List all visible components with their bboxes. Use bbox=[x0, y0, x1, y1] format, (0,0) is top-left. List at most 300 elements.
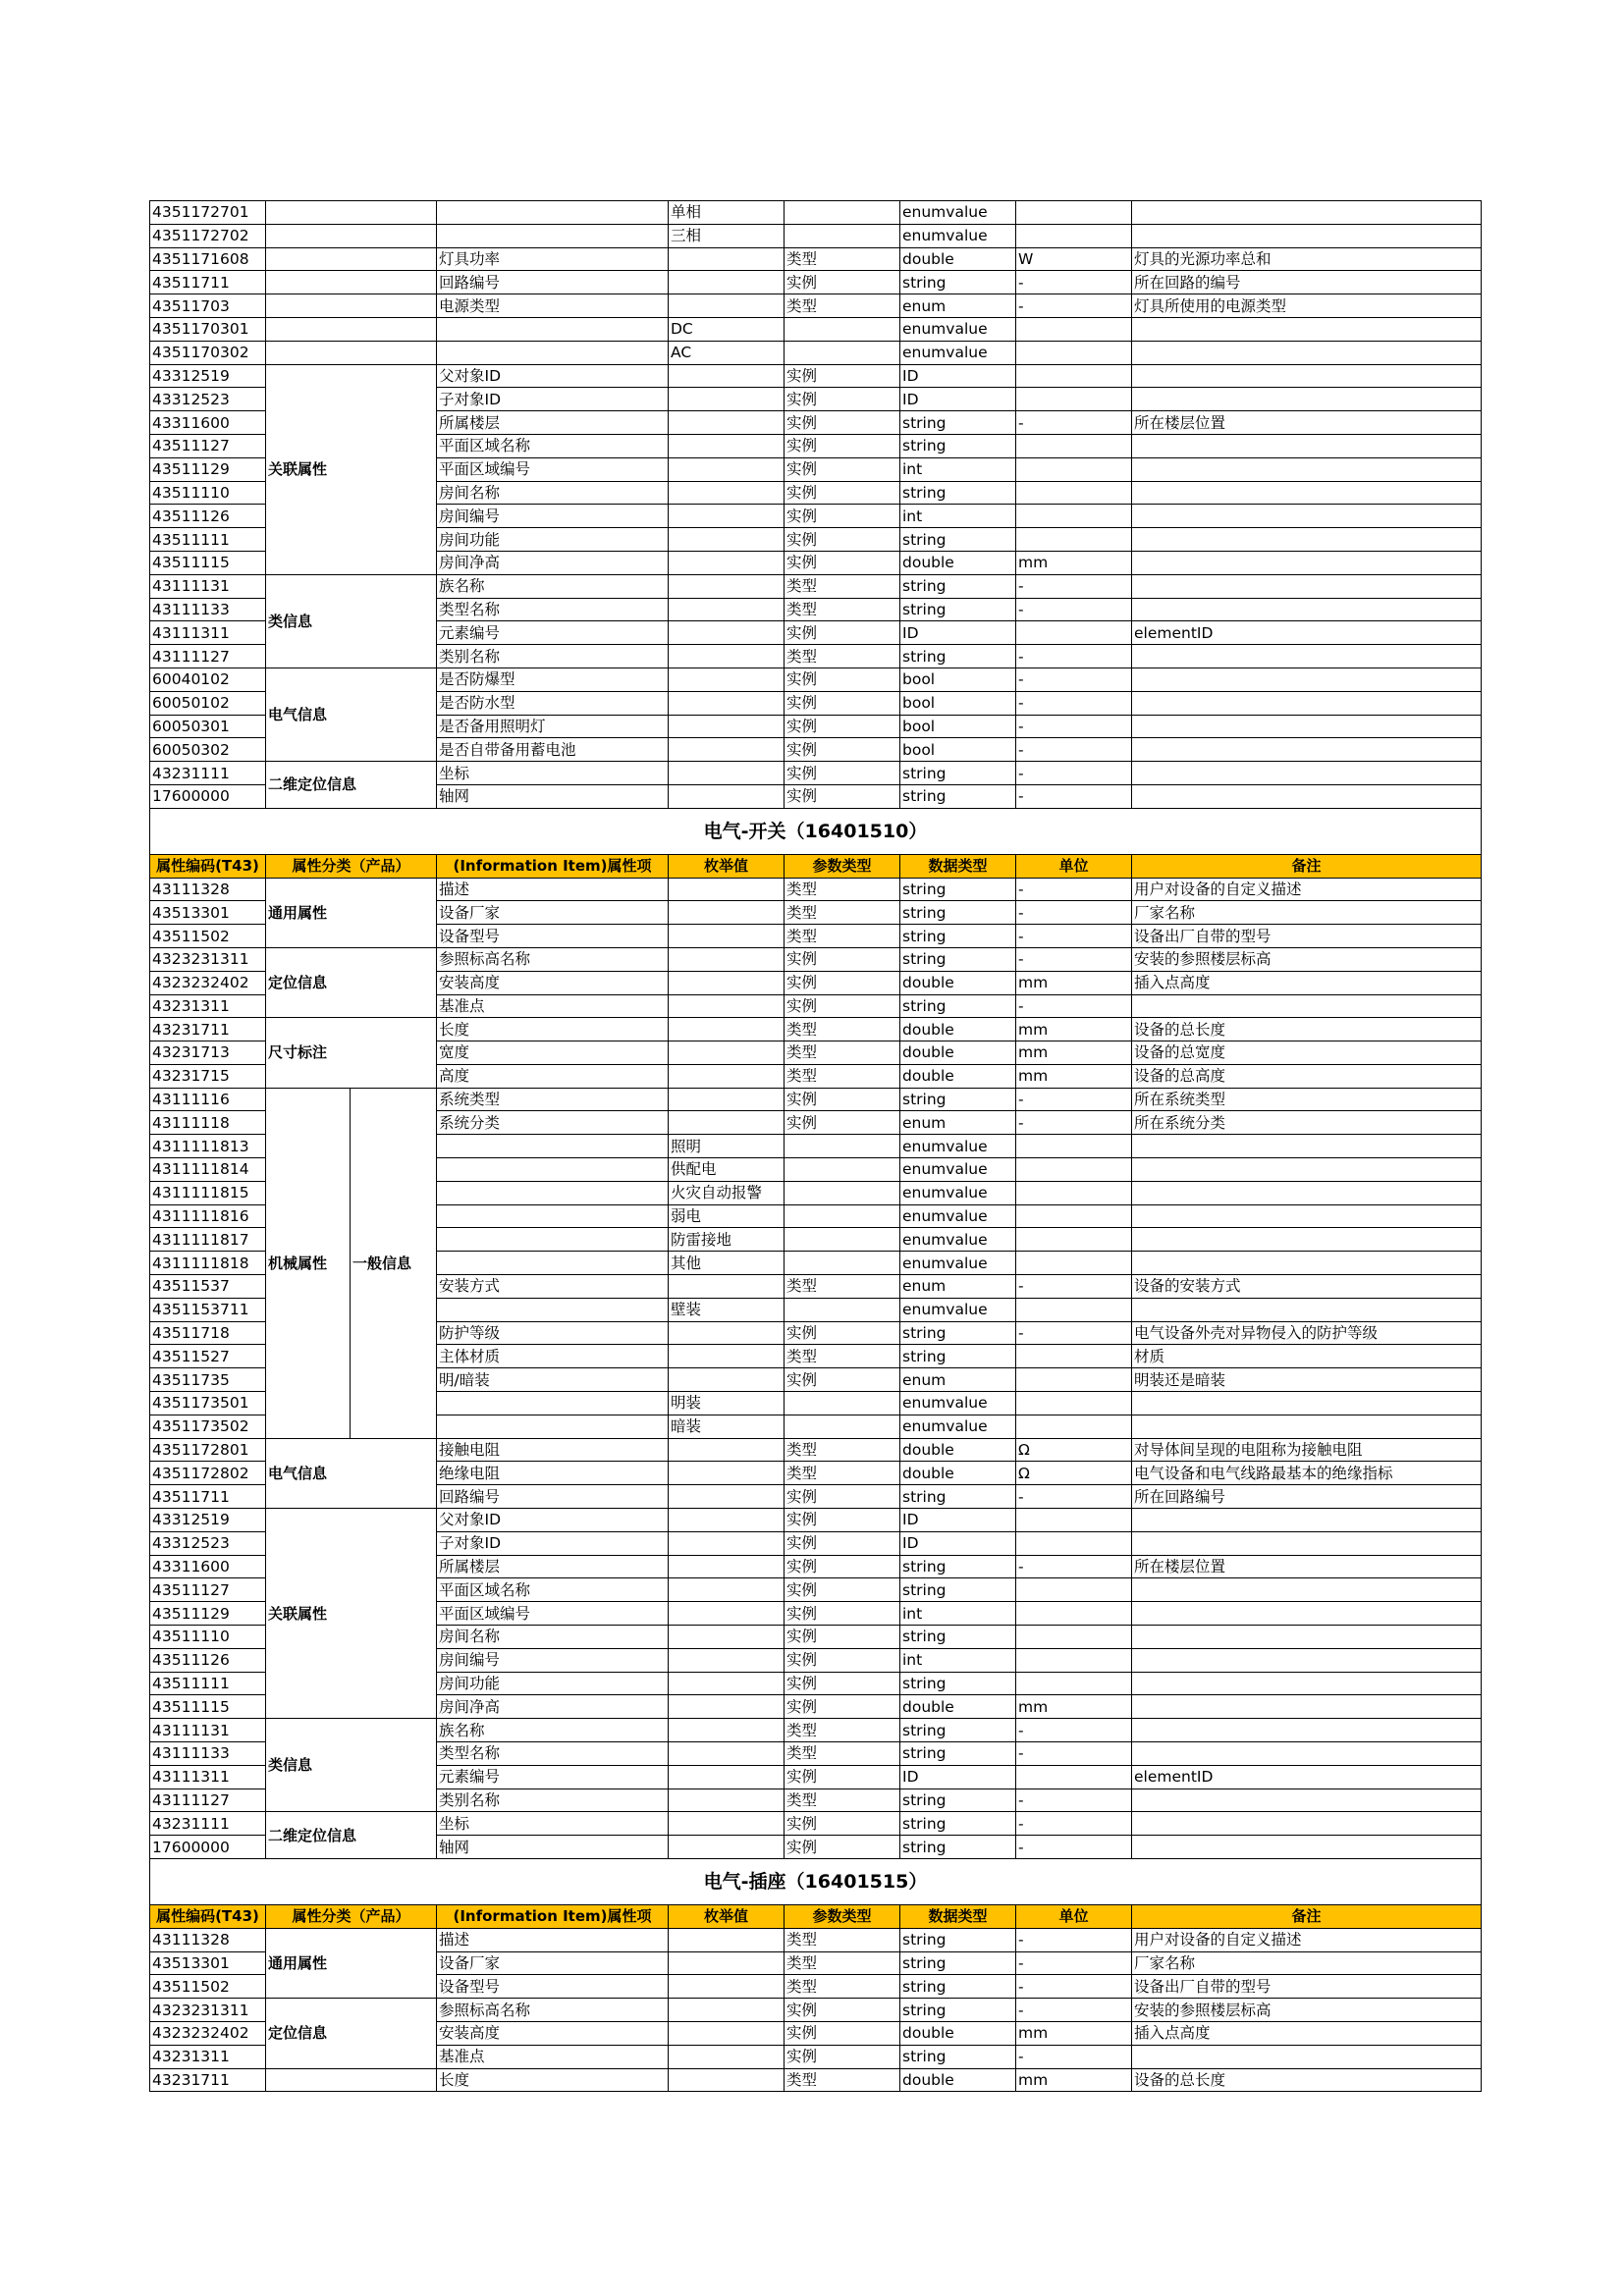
cell-dtype: string bbox=[900, 1555, 1016, 1578]
cell-ptype: 实例 bbox=[785, 1999, 900, 2022]
cell-ptype: 类型 bbox=[785, 901, 900, 925]
cell-dtype: enumvalue bbox=[900, 317, 1016, 341]
category-cell bbox=[266, 224, 437, 247]
cell-ptype: 类型 bbox=[785, 2068, 900, 2092]
cell-enum bbox=[669, 505, 785, 528]
cell-unit: mm bbox=[1016, 551, 1132, 574]
cell-unit bbox=[1016, 434, 1132, 457]
cell-unit: - bbox=[1016, 1789, 1132, 1812]
cell-ptype: 类型 bbox=[785, 1928, 900, 1951]
attr-code: 43511126 bbox=[150, 505, 266, 528]
property-item: 族名称 bbox=[437, 574, 669, 598]
property-item: 房间净高 bbox=[437, 551, 669, 574]
cell-unit bbox=[1016, 528, 1132, 552]
cell-dtype: double bbox=[900, 1462, 1016, 1485]
cell-note bbox=[1132, 505, 1482, 528]
property-item: 房间名称 bbox=[437, 481, 669, 505]
cell-note: 插入点高度 bbox=[1132, 2021, 1482, 2045]
table-row bbox=[150, 317, 1482, 341]
property-item: 设备型号 bbox=[437, 1975, 669, 1999]
cell-enum bbox=[669, 2045, 785, 2068]
cell-enum bbox=[669, 901, 785, 925]
category-cell: 类信息 bbox=[266, 1719, 437, 1812]
cell-dtype: double bbox=[900, 1695, 1016, 1719]
cell-unit: - bbox=[1016, 715, 1132, 738]
attr-code: 43111118 bbox=[150, 1111, 266, 1135]
cell-dtype: double bbox=[900, 1438, 1016, 1462]
attr-code: 43111311 bbox=[150, 1765, 266, 1789]
column-header: 单位 bbox=[1016, 1904, 1132, 1928]
cell-note bbox=[1132, 1578, 1482, 1602]
attr-code: 60050302 bbox=[150, 738, 266, 762]
property-item bbox=[437, 1415, 669, 1438]
attr-code: 43231715 bbox=[150, 1064, 266, 1088]
cell-enum bbox=[669, 1321, 785, 1345]
attr-code: 43511537 bbox=[150, 1275, 266, 1299]
cell-note bbox=[1132, 1204, 1482, 1228]
property-item: 房间编号 bbox=[437, 1648, 669, 1672]
table-row bbox=[150, 1018, 1482, 1041]
attr-code: 43312519 bbox=[150, 1509, 266, 1532]
cell-unit: - bbox=[1016, 1836, 1132, 1859]
property-item bbox=[437, 1228, 669, 1252]
table-row bbox=[150, 1438, 1482, 1462]
cell-unit bbox=[1016, 1181, 1132, 1204]
cell-enum bbox=[669, 1555, 785, 1578]
attr-code: 43111133 bbox=[150, 1742, 266, 1766]
attr-code: 43111133 bbox=[150, 598, 266, 621]
attr-code: 4351171608 bbox=[150, 247, 266, 271]
category-cell: 二维定位信息 bbox=[266, 762, 437, 809]
cell-note: 设备的总高度 bbox=[1132, 1064, 1482, 1088]
cell-enum bbox=[669, 364, 785, 388]
column-header: (Information Item)属性项 bbox=[437, 1904, 669, 1928]
property-item: 族名称 bbox=[437, 1719, 669, 1742]
cell-unit: - bbox=[1016, 738, 1132, 762]
property-item: 设备型号 bbox=[437, 925, 669, 948]
property-item: 回路编号 bbox=[437, 271, 669, 294]
property-item: 高度 bbox=[437, 1064, 669, 1088]
table-row bbox=[150, 878, 1482, 901]
cell-unit: - bbox=[1016, 1321, 1132, 1345]
cell-enum: 明装 bbox=[669, 1392, 785, 1415]
cell-unit bbox=[1016, 1298, 1132, 1321]
cell-unit bbox=[1016, 1392, 1132, 1415]
attr-code: 60040102 bbox=[150, 667, 266, 691]
cell-note bbox=[1132, 1836, 1482, 1859]
cell-ptype: 实例 bbox=[785, 762, 900, 785]
property-item bbox=[437, 317, 669, 341]
cell-dtype: int bbox=[900, 457, 1016, 481]
cell-unit bbox=[1016, 201, 1132, 225]
cell-note bbox=[1132, 341, 1482, 364]
cell-enum: 暗装 bbox=[669, 1415, 785, 1438]
category-cell: 通用属性 bbox=[266, 1928, 437, 1998]
cell-dtype: string bbox=[900, 434, 1016, 457]
property-item: 是否备用照明灯 bbox=[437, 715, 669, 738]
cell-note: 灯具的光源功率总和 bbox=[1132, 247, 1482, 271]
attr-code: 43511129 bbox=[150, 1602, 266, 1626]
cell-unit: - bbox=[1016, 1111, 1132, 1135]
cell-enum bbox=[669, 1041, 785, 1065]
property-item: 子对象ID bbox=[437, 1531, 669, 1555]
cell-enum bbox=[669, 598, 785, 621]
property-item: 类别名称 bbox=[437, 1789, 669, 1812]
attr-code: 43111131 bbox=[150, 1719, 266, 1742]
cell-unit bbox=[1016, 364, 1132, 388]
cell-unit: mm bbox=[1016, 1695, 1132, 1719]
cell-enum bbox=[669, 1531, 785, 1555]
cell-ptype: 实例 bbox=[785, 505, 900, 528]
property-item: 安装高度 bbox=[437, 2021, 669, 2045]
property-item: 长度 bbox=[437, 2068, 669, 2092]
property-item: 平面区域编号 bbox=[437, 1602, 669, 1626]
cell-ptype: 实例 bbox=[785, 1509, 900, 1532]
cell-unit: - bbox=[1016, 691, 1132, 715]
cell-ptype: 类型 bbox=[785, 294, 900, 318]
cell-note bbox=[1132, 574, 1482, 598]
property-item: 设备厂家 bbox=[437, 1951, 669, 1975]
cell-ptype: 类型 bbox=[785, 1742, 900, 1766]
cell-note: 设备的总长度 bbox=[1132, 1018, 1482, 1041]
cell-note: 所在回路编号 bbox=[1132, 1485, 1482, 1509]
cell-unit bbox=[1016, 1648, 1132, 1672]
cell-dtype: ID bbox=[900, 621, 1016, 645]
property-item bbox=[437, 1392, 669, 1415]
attr-code: 43231311 bbox=[150, 994, 266, 1018]
cell-unit bbox=[1016, 1204, 1132, 1228]
property-item: 电源类型 bbox=[437, 294, 669, 318]
cell-unit bbox=[1016, 1158, 1132, 1182]
cell-enum bbox=[669, 457, 785, 481]
cell-ptype: 实例 bbox=[785, 388, 900, 411]
table-row bbox=[150, 224, 1482, 247]
cell-unit: - bbox=[1016, 598, 1132, 621]
column-header: (Information Item)属性项 bbox=[437, 854, 669, 878]
cell-dtype: enumvalue bbox=[900, 201, 1016, 225]
cell-ptype bbox=[785, 1228, 900, 1252]
cell-dtype: string bbox=[900, 574, 1016, 598]
cell-ptype bbox=[785, 1181, 900, 1204]
cell-enum bbox=[669, 1672, 785, 1695]
attr-code: 4311111814 bbox=[150, 1158, 266, 1182]
cell-unit bbox=[1016, 1765, 1132, 1789]
table-row bbox=[150, 271, 1482, 294]
cell-enum bbox=[669, 1812, 785, 1836]
cell-enum bbox=[669, 1648, 785, 1672]
attr-code: 4351173501 bbox=[150, 1392, 266, 1415]
cell-unit bbox=[1016, 1672, 1132, 1695]
table-row bbox=[150, 1509, 1482, 1532]
property-item bbox=[437, 1252, 669, 1275]
property-item bbox=[437, 1298, 669, 1321]
cell-ptype: 实例 bbox=[785, 551, 900, 574]
cell-dtype: double bbox=[900, 2068, 1016, 2092]
cell-ptype bbox=[785, 1204, 900, 1228]
cell-note bbox=[1132, 994, 1482, 1018]
cell-ptype bbox=[785, 1298, 900, 1321]
cell-unit bbox=[1016, 1135, 1132, 1158]
cell-unit bbox=[1016, 1252, 1132, 1275]
cell-dtype: double bbox=[900, 551, 1016, 574]
cell-unit bbox=[1016, 317, 1132, 341]
table-row bbox=[150, 1088, 1482, 1111]
property-item: 坐标 bbox=[437, 762, 669, 785]
attr-code: 43513301 bbox=[150, 901, 266, 925]
cell-dtype: enum bbox=[900, 1368, 1016, 1392]
attr-code: 43511502 bbox=[150, 925, 266, 948]
cell-unit: - bbox=[1016, 994, 1132, 1018]
cell-enum bbox=[669, 1928, 785, 1951]
attr-code: 43231713 bbox=[150, 1041, 266, 1065]
cell-ptype: 类型 bbox=[785, 1041, 900, 1065]
property-item: 主体材质 bbox=[437, 1345, 669, 1368]
cell-note: 所在回路的编号 bbox=[1132, 271, 1482, 294]
cell-dtype: string bbox=[900, 994, 1016, 1018]
property-item: 是否自带备用蓄电池 bbox=[437, 738, 669, 762]
cell-ptype: 类型 bbox=[785, 645, 900, 668]
attribute-table bbox=[149, 200, 1482, 2092]
cell-dtype: double bbox=[900, 971, 1016, 994]
cell-dtype: enumvalue bbox=[900, 341, 1016, 364]
cell-note: 电气设备和电气线路最基本的绝缘指标 bbox=[1132, 1462, 1482, 1485]
cell-note bbox=[1132, 1789, 1482, 1812]
property-item: 类型名称 bbox=[437, 1742, 669, 1766]
cell-dtype: enumvalue bbox=[900, 1181, 1016, 1204]
table-row bbox=[150, 294, 1482, 318]
cell-unit bbox=[1016, 388, 1132, 411]
cell-note bbox=[1132, 1602, 1482, 1626]
cell-dtype: ID bbox=[900, 364, 1016, 388]
cell-ptype: 类型 bbox=[785, 1789, 900, 1812]
table-row bbox=[150, 2068, 1482, 2092]
cell-note bbox=[1132, 667, 1482, 691]
cell-unit: W bbox=[1016, 247, 1132, 271]
cell-dtype: string bbox=[900, 1928, 1016, 1951]
cell-enum: 壁装 bbox=[669, 1298, 785, 1321]
cell-ptype: 类型 bbox=[785, 1462, 900, 1485]
property-item: 防护等级 bbox=[437, 1321, 669, 1345]
table-row bbox=[150, 1812, 1482, 1836]
column-header: 属性编码(T43) bbox=[150, 1904, 266, 1928]
cell-note bbox=[1132, 715, 1482, 738]
attr-code: 43511711 bbox=[150, 1485, 266, 1509]
cell-ptype: 类型 bbox=[785, 878, 900, 901]
attr-code: 4351173502 bbox=[150, 1415, 266, 1438]
cell-unit bbox=[1016, 1345, 1132, 1368]
property-item: 明/暗装 bbox=[437, 1368, 669, 1392]
attr-code: 4323231311 bbox=[150, 1999, 266, 2022]
cell-ptype: 实例 bbox=[785, 364, 900, 388]
cell-note bbox=[1132, 738, 1482, 762]
cell-dtype: string bbox=[900, 1088, 1016, 1111]
attr-code: 43511111 bbox=[150, 528, 266, 552]
cell-dtype: string bbox=[900, 1789, 1016, 1812]
property-item: 安装方式 bbox=[437, 1275, 669, 1299]
cell-unit: - bbox=[1016, 1975, 1132, 1999]
cell-dtype: string bbox=[900, 1975, 1016, 1999]
table-row bbox=[150, 341, 1482, 364]
attr-code: 43111127 bbox=[150, 645, 266, 668]
cell-enum bbox=[669, 1626, 785, 1649]
cell-enum bbox=[669, 1578, 785, 1602]
cell-ptype: 类型 bbox=[785, 1018, 900, 1041]
attr-code: 43312519 bbox=[150, 364, 266, 388]
cell-dtype: string bbox=[900, 1836, 1016, 1859]
column-header: 属性分类（产品） bbox=[266, 854, 437, 878]
cell-enum bbox=[669, 1368, 785, 1392]
cell-enum bbox=[669, 271, 785, 294]
cell-unit bbox=[1016, 481, 1132, 505]
cell-note bbox=[1132, 1228, 1482, 1252]
section-title: 电气-插座（16401515） bbox=[150, 1858, 1482, 1904]
cell-dtype: enumvalue bbox=[900, 224, 1016, 247]
cell-ptype: 实例 bbox=[785, 2045, 900, 2068]
table-row bbox=[150, 247, 1482, 271]
property-item: 类别名称 bbox=[437, 645, 669, 668]
cell-note bbox=[1132, 364, 1482, 388]
column-header: 参数类型 bbox=[785, 854, 900, 878]
attr-code: 4323232402 bbox=[150, 2021, 266, 2045]
cell-enum: 弱电 bbox=[669, 1204, 785, 1228]
cell-dtype: enumvalue bbox=[900, 1392, 1016, 1415]
attr-code: 43511110 bbox=[150, 481, 266, 505]
cell-ptype bbox=[785, 317, 900, 341]
cell-enum bbox=[669, 947, 785, 971]
property-item: 安装高度 bbox=[437, 971, 669, 994]
cell-unit: - bbox=[1016, 271, 1132, 294]
cell-note bbox=[1132, 762, 1482, 785]
cell-note: 设备的总长度 bbox=[1132, 2068, 1482, 2092]
cell-unit: - bbox=[1016, 667, 1132, 691]
cell-note: 所在楼层位置 bbox=[1132, 1555, 1482, 1578]
cell-dtype: string bbox=[900, 1719, 1016, 1742]
cell-enum bbox=[669, 645, 785, 668]
cell-enum bbox=[669, 1088, 785, 1111]
column-header: 属性编码(T43) bbox=[150, 854, 266, 878]
cell-enum: 单相 bbox=[669, 201, 785, 225]
cell-unit: - bbox=[1016, 878, 1132, 901]
cell-note bbox=[1132, 317, 1482, 341]
table-header-row bbox=[150, 854, 1482, 878]
table-row bbox=[150, 201, 1482, 225]
attr-code: 4351153711 bbox=[150, 1298, 266, 1321]
cell-enum bbox=[669, 528, 785, 552]
cell-dtype: string bbox=[900, 878, 1016, 901]
cell-ptype: 类型 bbox=[785, 1438, 900, 1462]
cell-unit bbox=[1016, 1509, 1132, 1532]
cell-unit: mm bbox=[1016, 2021, 1132, 2045]
property-item: 坐标 bbox=[437, 1812, 669, 1836]
cell-ptype: 类型 bbox=[785, 574, 900, 598]
category-cell: 机械属性 bbox=[266, 1088, 351, 1438]
cell-ptype bbox=[785, 341, 900, 364]
column-header: 数据类型 bbox=[900, 1904, 1016, 1928]
attr-code: 43511129 bbox=[150, 457, 266, 481]
cell-enum bbox=[669, 971, 785, 994]
cell-note bbox=[1132, 1252, 1482, 1275]
attr-code: 43511126 bbox=[150, 1648, 266, 1672]
cell-enum bbox=[669, 2021, 785, 2045]
cell-dtype: string bbox=[900, 481, 1016, 505]
cell-unit bbox=[1016, 505, 1132, 528]
cell-dtype: ID bbox=[900, 388, 1016, 411]
attr-code: 43312523 bbox=[150, 1531, 266, 1555]
cell-ptype: 实例 bbox=[785, 1531, 900, 1555]
cell-ptype: 实例 bbox=[785, 2021, 900, 2045]
cell-enum: 照明 bbox=[669, 1135, 785, 1158]
cell-ptype: 类型 bbox=[785, 1951, 900, 1975]
cell-unit: - bbox=[1016, 1555, 1132, 1578]
cell-enum bbox=[669, 1789, 785, 1812]
cell-ptype: 实例 bbox=[785, 947, 900, 971]
cell-note bbox=[1132, 691, 1482, 715]
attr-code: 43231111 bbox=[150, 1812, 266, 1836]
property-item: 元素编号 bbox=[437, 621, 669, 645]
category-cell: 类信息 bbox=[266, 574, 437, 667]
cell-note: 设备的安装方式 bbox=[1132, 1275, 1482, 1299]
cell-enum bbox=[669, 715, 785, 738]
cell-unit bbox=[1016, 224, 1132, 247]
attr-code: 43312523 bbox=[150, 388, 266, 411]
cell-ptype: 实例 bbox=[785, 1485, 900, 1509]
cell-dtype: string bbox=[900, 271, 1016, 294]
cell-enum bbox=[669, 1438, 785, 1462]
cell-note: elementID bbox=[1132, 1765, 1482, 1789]
attr-code: 43111328 bbox=[150, 878, 266, 901]
cell-enum bbox=[669, 574, 785, 598]
cell-note bbox=[1132, 1672, 1482, 1695]
property-item: 参照标高名称 bbox=[437, 1999, 669, 2022]
category-cell bbox=[266, 201, 437, 225]
cell-unit: - bbox=[1016, 762, 1132, 785]
cell-note bbox=[1132, 784, 1482, 808]
cell-dtype: bool bbox=[900, 667, 1016, 691]
cell-note: 用户对设备的自定义描述 bbox=[1132, 1928, 1482, 1951]
attr-code: 4311111817 bbox=[150, 1228, 266, 1252]
cell-unit bbox=[1016, 1602, 1132, 1626]
cell-note bbox=[1132, 1648, 1482, 1672]
cell-ptype: 类型 bbox=[785, 598, 900, 621]
cell-enum bbox=[669, 1765, 785, 1789]
category-cell: 尺寸标注 bbox=[266, 1018, 437, 1088]
cell-ptype: 实例 bbox=[785, 528, 900, 552]
property-item bbox=[437, 1204, 669, 1228]
property-item: 描述 bbox=[437, 878, 669, 901]
cell-ptype bbox=[785, 1135, 900, 1158]
cell-note bbox=[1132, 2045, 1482, 2068]
cell-note: 所在系统分类 bbox=[1132, 1111, 1482, 1135]
attr-code: 43511115 bbox=[150, 551, 266, 574]
property-item: 父对象ID bbox=[437, 1509, 669, 1532]
cell-ptype: 实例 bbox=[785, 1602, 900, 1626]
table-row bbox=[150, 947, 1482, 971]
cell-note bbox=[1132, 1392, 1482, 1415]
cell-note bbox=[1132, 1742, 1482, 1766]
attr-code: 43511502 bbox=[150, 1975, 266, 1999]
cell-ptype bbox=[785, 224, 900, 247]
cell-dtype: bool bbox=[900, 691, 1016, 715]
cell-note bbox=[1132, 1135, 1482, 1158]
cell-enum bbox=[669, 1018, 785, 1041]
cell-unit bbox=[1016, 1531, 1132, 1555]
column-header: 数据类型 bbox=[900, 854, 1016, 878]
attr-code: 4311111815 bbox=[150, 1181, 266, 1204]
property-item: 平面区域名称 bbox=[437, 434, 669, 457]
cell-note bbox=[1132, 528, 1482, 552]
property-item: 系统分类 bbox=[437, 1111, 669, 1135]
cell-dtype: ID bbox=[900, 1509, 1016, 1532]
